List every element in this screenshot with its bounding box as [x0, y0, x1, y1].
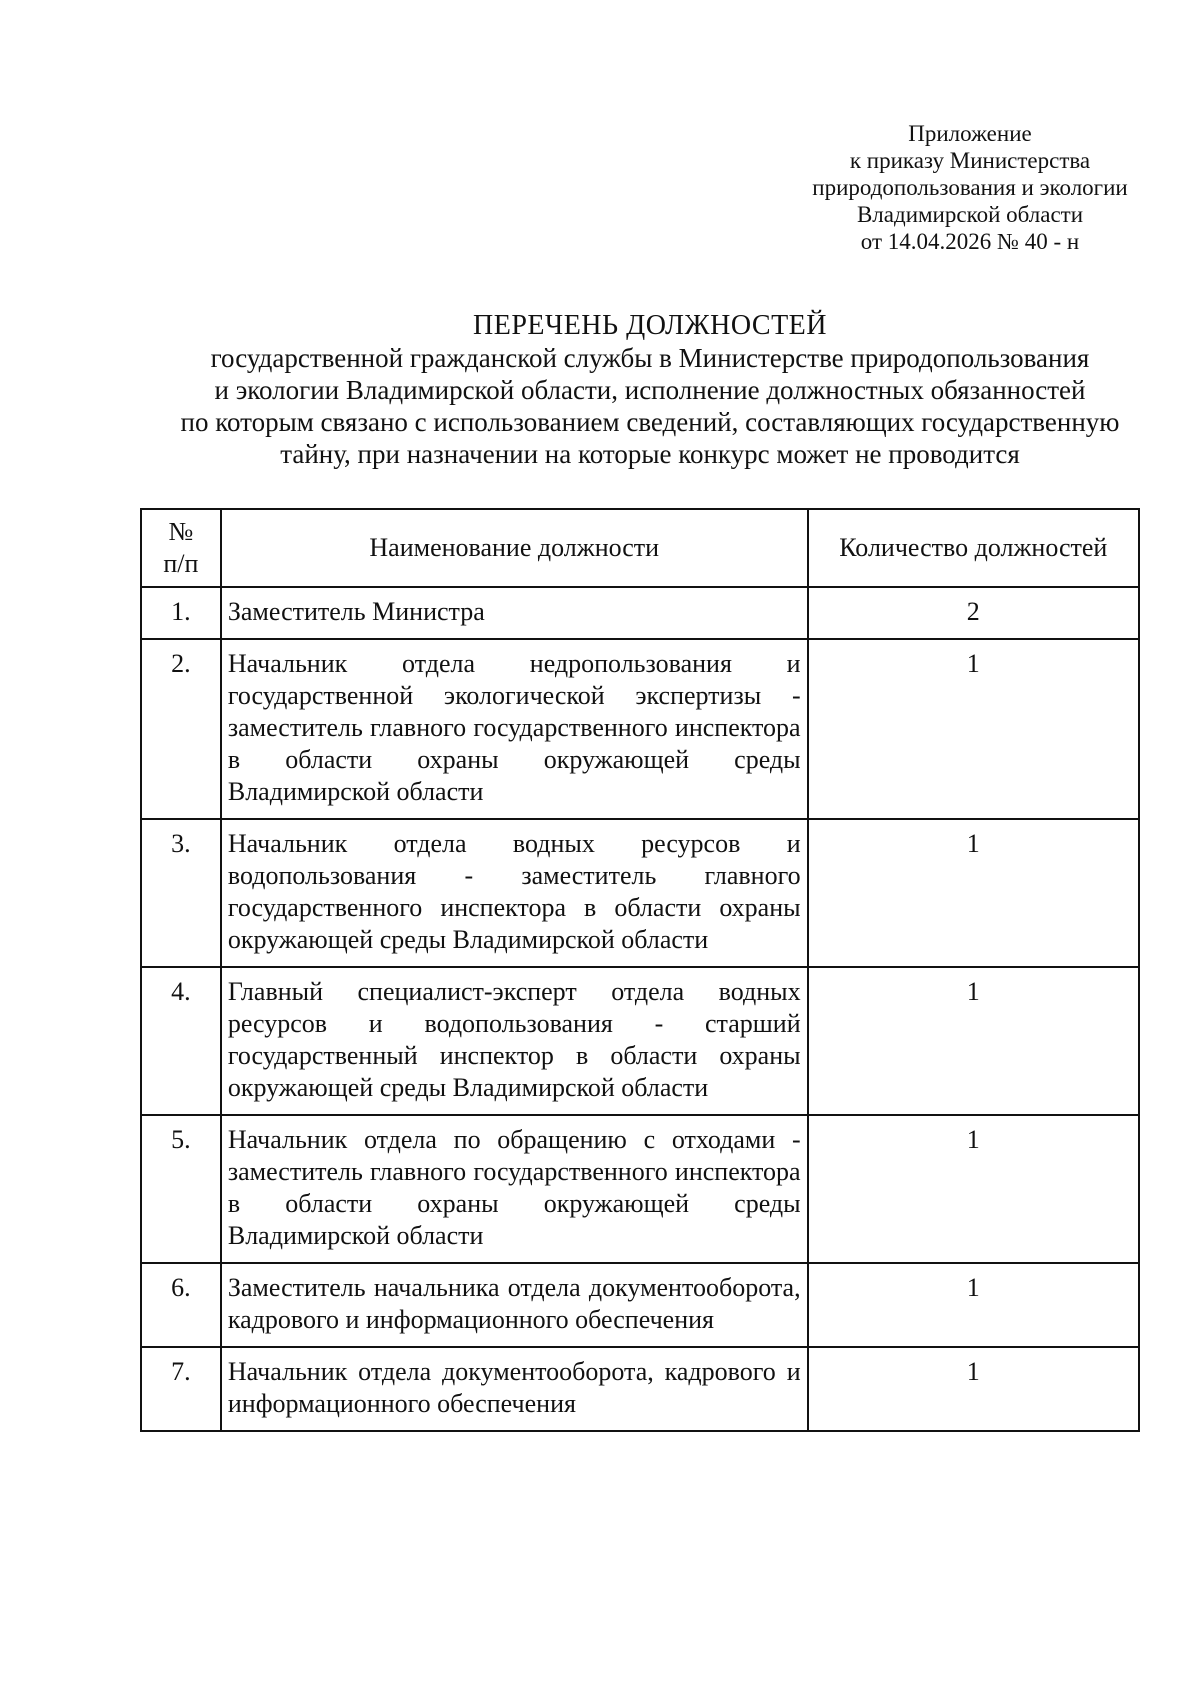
row-name: Начальник отдела документооборота, кадрового и информационного обеспечения: [221, 1347, 808, 1431]
row-num: 7.: [141, 1347, 221, 1431]
header-name: Наименование должности: [221, 509, 808, 587]
title-line: государственной гражданской службы в Министерстве природопользования: [210, 343, 1090, 373]
table-row: [141, 1115, 1139, 1263]
table-header-row: [141, 509, 1139, 587]
row-count: 1: [808, 1115, 1139, 1263]
table-row: [141, 1263, 1139, 1347]
table-row: [141, 1347, 1139, 1431]
row-count: 1: [808, 639, 1139, 819]
row-name: Главный специалист-эксперт отдела водных ресурсов и водопользования - старший государственный инспектор в области охраны окружающей среды Владимирской области: [221, 967, 808, 1115]
document-title: [100, 310, 1200, 470]
header-num-line2: п/п: [163, 549, 199, 578]
table-row: [141, 639, 1139, 819]
row-num: 5.: [141, 1115, 221, 1263]
table-row: [141, 587, 1139, 639]
table-row: [141, 967, 1139, 1115]
row-num: 1.: [141, 587, 221, 639]
appendix-header: [800, 120, 1140, 255]
row-name: Начальник отдела водных ресурсов и водопользования - заместитель главного государственного инспектора в области охраны окружающей среды Владимирской области: [221, 819, 808, 967]
row-num: 3.: [141, 819, 221, 967]
row-count: 2: [808, 587, 1139, 639]
row-num: 6.: [141, 1263, 221, 1347]
row-num: 2.: [141, 639, 221, 819]
row-num: 4.: [141, 967, 221, 1115]
row-count: 1: [808, 819, 1139, 967]
row-name: Начальник отдела недропользования и государственной экологической экспертизы - заместитель главного государственного инспектора в области охраны окружающей среды Владимирской области: [221, 639, 808, 819]
title-line: тайну, при назначении на которые конкурс может не проводится: [280, 439, 1020, 469]
row-count: 1: [808, 1347, 1139, 1431]
header-count: Количество должностей: [808, 509, 1139, 587]
appendix-line: от 14.04.2026 № 40 - н: [860, 229, 1080, 254]
row-name: Начальник отдела по обращению с отходами - заместитель главного государственного инспектора в области охраны окружающей среды Владимирской области: [221, 1115, 808, 1263]
appendix-line: природопользования и экологии: [812, 175, 1128, 200]
appendix-line: Владимирской области: [856, 202, 1084, 227]
row-count: 1: [808, 967, 1139, 1115]
positions-table: [140, 508, 1140, 1432]
table-row: [141, 819, 1139, 967]
appendix-line: Приложение: [908, 121, 1032, 146]
title-main: ПЕРЕЧЕНЬ ДОЛЖНОСТЕЙ: [473, 310, 827, 341]
appendix-line: к приказу Министерства: [849, 148, 1091, 173]
title-line: и экологии Владимирской области, исполнение должностных обязанностей: [214, 375, 1086, 405]
row-name: Заместитель начальника отдела документооборота, кадрового и информационного обеспечения: [221, 1263, 808, 1347]
header-num: [141, 509, 221, 587]
header-num-line1: №: [168, 517, 194, 546]
title-line: по которым связано с использованием сведений, составляющих государственную: [180, 407, 1120, 437]
row-name: Заместитель Министра: [221, 587, 808, 639]
row-count: 1: [808, 1263, 1139, 1347]
